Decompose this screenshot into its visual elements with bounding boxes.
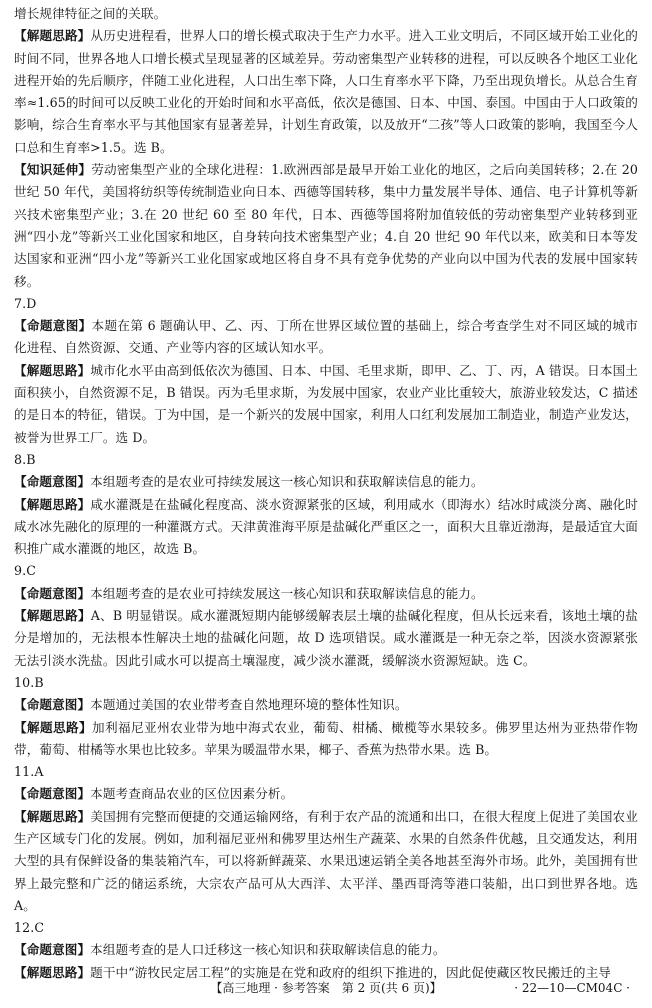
answer-paragraph	[14, 694, 638, 716]
question-number	[14, 293, 638, 315]
paragraph-text: 加利福尼亚州农业带为地中海式农业，葡萄、柑橘、橄榄等水果较多。佛罗里达州为亚热带作物带，葡萄、柑橘等水果也比较多。苹果为暖温带水果，椰子、香蕉为热带水果。选 B。	[14, 719, 638, 757]
paragraph-text: 咸水灌溉是在盐碱化程度高、淡水资源紧张的区域，利用咸水（即海水）结冰时咸淡分离、融化时咸水冰先融化的原理的一种灌溉方式。天津黄淮海平原是盐碱化严重区之一，面积大且靠近渤海，是最适宜大面积推广咸水灌溉的地区，故选 B。	[14, 496, 638, 557]
paragraph-text: 本组题考查的是农业可持续发展这一核心知识和获取解读信息的能力。	[90, 585, 484, 601]
section-tag: 【解题思路】	[14, 608, 91, 624]
paragraph-text: 12.C	[14, 920, 45, 936]
answer-paragraph	[14, 583, 638, 605]
question-number	[14, 672, 638, 694]
paragraph-text: A、B 明显错误。咸水灌溉短期内能够缓解表层土壤的盐碱化程度，但从长远来看，该地土壤的盐分是增加的，无法根本性解决土地的盐碱化问题，故 D 选项错误。咸水灌溉是一种无奈之举，因淡水资源紧张无法引淡水洗盐。因此引咸水可以提高土壤湿度，减少淡水灌溉，缓解淡水资源短缺。选 C。	[14, 608, 638, 668]
section-tag: 【命题意图】	[14, 942, 91, 958]
answer-paragraph	[14, 159, 638, 293]
section-tag: 【命题意图】	[14, 697, 91, 713]
paragraph-text: 8.B	[14, 451, 36, 467]
section-tag: 【知识延伸】	[14, 162, 92, 178]
answer-paragraph	[14, 605, 638, 672]
paragraph-text: 从历史进程看，世界人口的增长模式取决于生产力水平。进入工业文明后，不同区域开始工业化的时间不同，世界各地人口增长模式呈现显著的区域差异。劳动密集型产业转移的进程，可以反映各个地区工业化进程开始的先后顺序，伴随工业化进程，人口出生率下降，人口生育率水平下降，乃至出现负增长。从总合生育率≈1.65的时间可以反映工业化的开始时间和水平高低，依次是德国、日本、中国、泰国。中国由于人口政策的影响，综合生育率水平与其他国家有显著差异，计划生育政策，以及放开“二孩”等人口政策的影响，我国至今人口总和生育率>1.5。选 B。	[14, 28, 638, 155]
question-number	[14, 761, 638, 783]
paragraph-text: 增长规律特征之间的关联。	[14, 6, 167, 21]
answer-paragraph	[14, 783, 638, 805]
paragraph-text: 本组题考查的是人口迁移这一核心知识和获取解读信息的能力。	[90, 942, 446, 958]
section-tag: 【解题思路】	[14, 28, 91, 44]
answer-paragraph	[14, 471, 638, 493]
answer-paragraph	[14, 806, 638, 917]
paragraph-text: 本题考查商品农业的区位因素分析。	[90, 786, 294, 802]
paragraph-text: 本题在第 6 题确认甲、乙、丙、丁所在世界区域位置的基础上，综合考查学生对不同区域的城市化进程、自然资源、交通、产业等内容的区域认知水平。	[14, 318, 638, 356]
answer-paragraph	[14, 3, 638, 25]
section-tag: 【命题意图】	[14, 474, 91, 490]
paragraph-text: 劳动密集型产业的全球化进程：1.欧洲西部是最早开始工业化的地区，之后向美国转移；2.在 20 世纪 50 年代，美国将纺织等传统制造业向日本、西德等国转移，集中力量发展半导体、通信、电子计算机等新兴技术密集型产业；3.在 20 世纪 60 至 80 年代，日本、西德等国将附加值较低的劳动密集型产业转移到亚洲“四小龙”等新兴工业化国家和地区，自身转向技术密集型产业；4.自 20 世纪 90 年代以来，欧美和日本等发达国家和亚洲“四小龙”等新兴工业化国家或地区将自身不具有竞争优势的产业向以中国为代表的发展中国家转移。	[14, 162, 638, 289]
section-tag: 【解题思路】	[14, 808, 91, 824]
answer-paragraph	[14, 939, 638, 961]
footer-page-info: 【高三地理 · 参考答案 第 2 页(共 6 页)】	[210, 981, 442, 995]
section-tag: 【命题意图】	[14, 786, 91, 802]
page-footer	[0, 978, 652, 998]
section-tag: 【命题意图】	[14, 585, 91, 601]
answer-paragraph	[14, 315, 638, 360]
question-number	[14, 917, 638, 939]
paragraph-text: 本组题考查的是农业可持续发展这一核心知识和获取解读信息的能力。	[90, 474, 484, 490]
question-number	[14, 560, 638, 582]
section-tag: 【解题思路】	[14, 964, 91, 980]
paragraph-text: 7.D	[14, 295, 37, 311]
answer-paragraph	[14, 494, 638, 561]
section-tag: 【解题思路】	[14, 496, 91, 512]
answer-paragraph	[14, 717, 638, 762]
section-tag: 【解题思路】	[14, 362, 91, 378]
answer-paragraph	[14, 360, 638, 449]
paragraph-text: 城市化水平由高到低依次为德国、日本、中国、毛里求斯，即甲、乙、丁、丙，A 错误。日本国土面积狭小，自然资源不足，B 错误。丙为毛里求斯，为发展中国家，农业产业比重较大，旅游业较发达，C 描述的是日本的特征，错误。丁为中国，是一个新兴的发展中国家，利用人口红利发展加工制造业，制造产业发达，被誉为世界工厂。选 D。	[14, 362, 638, 445]
paragraph-text: 美国拥有完整而便捷的交通运输网络，有利于农产品的流通和出口，在很大程度上促进了美国农业生产区域专门化的发展。例如，加利福尼亚州和佛罗里达州生产蔬菜、水果的自然条件优越，且交通发达，利用大型的具有保鲜设备的集装箱汽车，可以将新鲜蔬菜、水果迅速运销全美各地甚至海外市场。此外，美国拥有世界上最完整和广泛的储运系统，大宗农产品可从大西洋、太平洋、墨西哥湾等港口装船，出口到世界各地。选 A。	[14, 808, 638, 913]
paragraph-text: 10.B	[14, 674, 44, 690]
paragraph-text: 题干中“游牧民定居工程”的实施是在党和政府的组织下推进的，因此促使藏区牧民搬迁的主导	[90, 964, 611, 980]
answer-content	[14, 3, 638, 984]
footer-doc-code: · 22—10—CM04C ·	[514, 981, 630, 995]
answer-paragraph	[14, 25, 638, 159]
paragraph-text: 本题通过美国的农业带考查自然地理环境的整体性知识。	[90, 697, 408, 713]
section-tag: 【命题意图】	[14, 318, 92, 334]
question-number	[14, 449, 638, 471]
section-tag: 【解题思路】	[14, 719, 93, 735]
paragraph-text: 11.A	[14, 764, 44, 780]
paragraph-text: 9.C	[14, 563, 36, 579]
